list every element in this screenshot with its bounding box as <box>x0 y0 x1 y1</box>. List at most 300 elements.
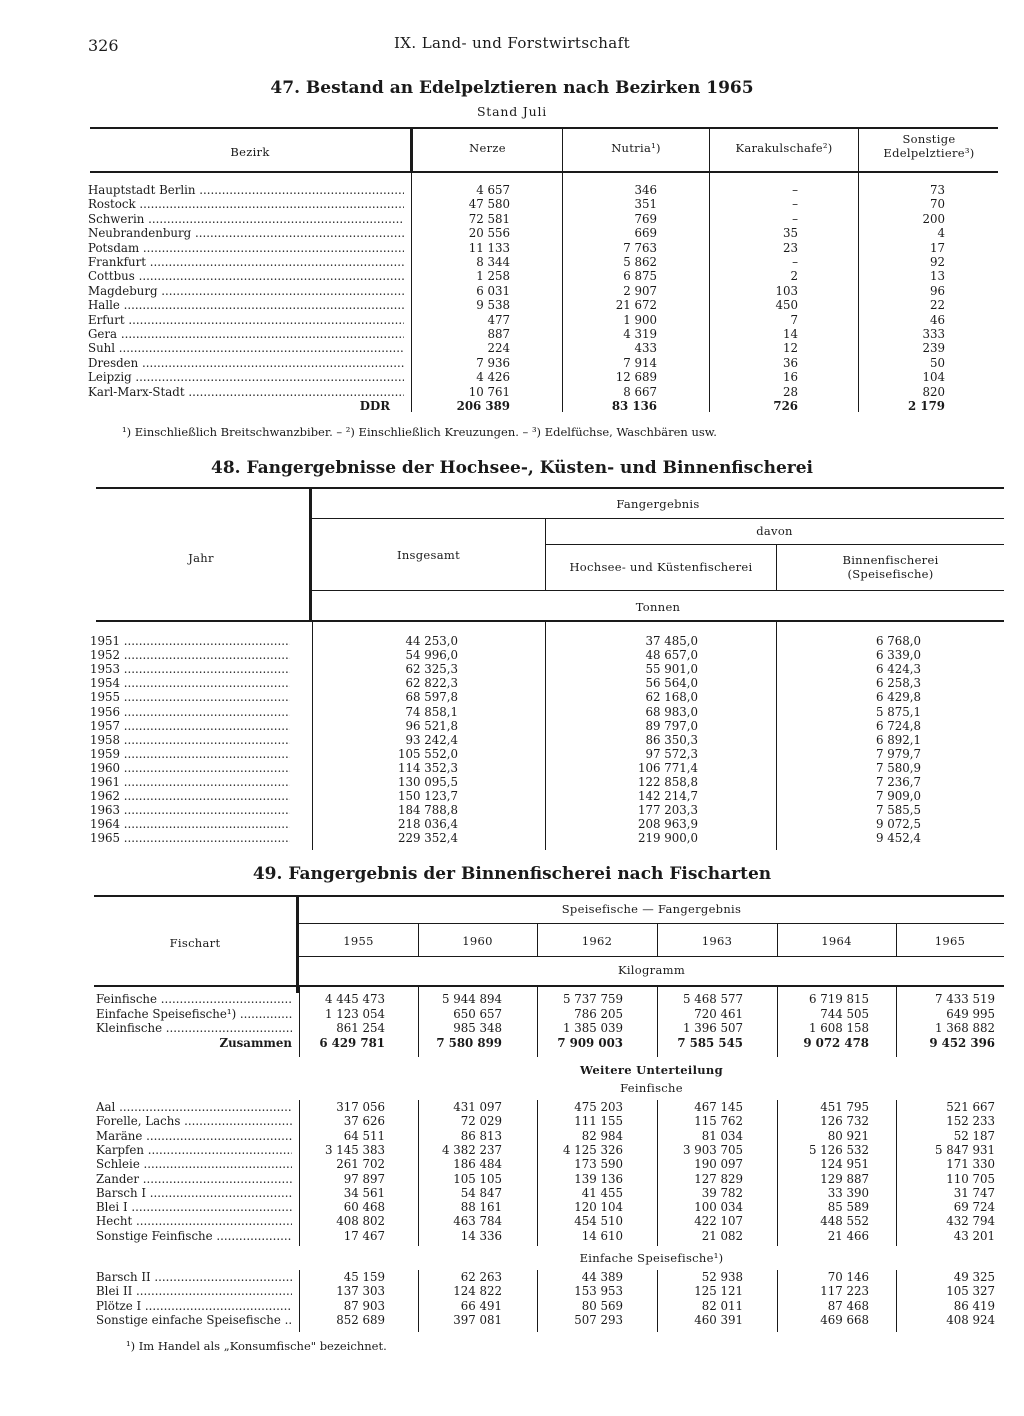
value-karakul: 23 <box>782 240 798 255</box>
value-1955: 45 159 <box>343 1270 385 1284</box>
value-nerze: 7 936 <box>476 355 510 370</box>
year-label: 1961 ..... <box>90 775 290 789</box>
value-hochsee: 97 572,3 <box>645 746 698 761</box>
fischart-name: Kleinfische ..... <box>96 1021 292 1035</box>
year-label: 1957 ..... <box>90 719 290 733</box>
bezirk-name: Hauptstadt Berlin ..... <box>88 183 404 197</box>
value-hochsee: 86 350,3 <box>645 732 698 747</box>
year-label: 1956 ..... <box>90 705 290 719</box>
value-karakul: – <box>792 211 798 226</box>
year-label: 1952 ..... <box>90 648 290 662</box>
value-1965: 1 368 882 <box>934 1021 995 1036</box>
value-1963: 1 396 507 <box>682 1021 743 1036</box>
col-header-year-1963: 1963 <box>701 934 733 948</box>
table-49-title: 49. Fangergebnis der Binnenfischerei nach Fischarten <box>252 864 772 884</box>
value-nerze: 4 657 <box>476 183 510 197</box>
value-1960: 62 263 <box>460 1270 502 1284</box>
value-nerze: 477 <box>487 312 510 327</box>
value-1963: 190 097 <box>694 1157 743 1172</box>
value-1960: 650 657 <box>453 1006 502 1021</box>
total-1962: 7 909 003 <box>557 1035 623 1050</box>
unit-kilogramm: Kilogramm <box>617 963 686 977</box>
value-1963: 5 468 577 <box>682 992 743 1006</box>
value-karakul: 35 <box>782 226 798 241</box>
value-nerze: 8 344 <box>476 255 510 269</box>
fischart-name: Barsch II ..... <box>96 1270 292 1284</box>
bezirk-name: Neubrandenburg ..... <box>88 226 404 240</box>
value-1963: 3 903 705 <box>682 1142 743 1157</box>
value-hochsee: 208 963,9 <box>637 817 698 832</box>
value-nutria: 8 667 <box>623 384 657 399</box>
value-insgesamt: 150 123,7 <box>397 789 458 804</box>
total-label: Zusammen <box>219 1035 292 1050</box>
value-1965: 649 995 <box>946 1006 995 1021</box>
year-label: 1959 ..... <box>90 747 290 761</box>
value-1955: 3 145 383 <box>324 1142 385 1157</box>
value-1964: 469 668 <box>820 1313 869 1328</box>
value-1962: 82 984 <box>581 1128 623 1143</box>
value-1964: 129 887 <box>820 1171 869 1186</box>
year-label: 1953 ..... <box>90 662 290 676</box>
total-1965: 9 452 396 <box>929 1035 995 1050</box>
fischart-name: Maräne ..... <box>96 1129 292 1143</box>
value-1955: 1 123 054 <box>324 1006 385 1021</box>
value-1963: 52 938 <box>701 1270 743 1284</box>
value-sonstige: 73 <box>929 183 945 197</box>
value-1964: 21 466 <box>827 1228 869 1243</box>
sub-heading-feinfische: Feinfische <box>620 1081 683 1095</box>
value-nerze: 1 258 <box>476 269 510 284</box>
value-1962: 5 737 759 <box>562 992 623 1006</box>
value-karakul: 7 <box>790 312 798 327</box>
value-sonstige: 46 <box>929 312 945 327</box>
value-1963: 100 034 <box>694 1200 743 1215</box>
value-nutria: 669 <box>634 226 657 241</box>
value-1962: 786 205 <box>574 1006 623 1021</box>
value-sonstige: 50 <box>929 355 945 370</box>
value-1962: 4 125 326 <box>562 1142 623 1157</box>
value-hochsee: 56 564,0 <box>645 676 698 691</box>
year-label: 1962 ..... <box>90 789 290 803</box>
value-1963: 720 461 <box>694 1006 743 1021</box>
fischart-name: Schleie ..... <box>96 1157 292 1171</box>
value-1964: 70 146 <box>827 1270 869 1284</box>
value-1960: 397 081 <box>453 1313 502 1328</box>
table-row <box>0 1036 1024 1050</box>
col-header-year-1964: 1964 <box>821 934 852 948</box>
value-1960: 72 029 <box>460 1114 502 1129</box>
value-insgesamt: 218 036,4 <box>397 817 458 832</box>
value-1962: 139 136 <box>574 1171 623 1186</box>
value-nutria: 4 319 <box>623 327 657 341</box>
value-sonstige: 96 <box>929 283 945 298</box>
value-nutria: 1 900 <box>623 312 657 327</box>
value-1955: 261 702 <box>336 1157 385 1172</box>
table-row <box>0 1299 1024 1313</box>
value-1955: 64 511 <box>343 1128 385 1143</box>
value-hochsee: 37 485,0 <box>645 634 698 648</box>
value-1960: 5 944 894 <box>441 992 502 1006</box>
col-header-year-1955: 1955 <box>343 934 374 948</box>
value-1965: 171 330 <box>946 1157 995 1172</box>
value-1964: 6 719 815 <box>808 992 869 1006</box>
year-label: 1963 ..... <box>90 803 290 817</box>
value-1962: 44 389 <box>581 1270 623 1284</box>
bezirk-name: Cottbus ..... <box>88 269 404 283</box>
value-1962: 173 590 <box>574 1157 623 1172</box>
value-nutria: 769 <box>634 211 657 226</box>
bezirk-name: Potsdam ..... <box>88 241 404 255</box>
value-nerze: 224 <box>487 341 510 356</box>
value-insgesamt: 74 858,1 <box>405 704 458 719</box>
value-1962: 1 385 039 <box>562 1021 623 1036</box>
fischart-name: Hecht ..... <box>96 1214 292 1228</box>
table-row <box>0 1021 1024 1035</box>
fischart-name: Zander ..... <box>96 1172 292 1186</box>
value-binnen: 6 424,3 <box>875 662 921 677</box>
bezirk-name: Rostock ..... <box>88 197 404 211</box>
year-label: 1951 ..... <box>90 634 290 648</box>
value-hochsee: 89 797,0 <box>645 718 698 733</box>
value-nerze: 4 426 <box>476 370 510 385</box>
bezirk-name: Gera ..... <box>88 327 404 341</box>
value-1955: 4 445 473 <box>324 992 385 1006</box>
value-1965: 110 705 <box>946 1171 995 1186</box>
value-binnen: 6 892,1 <box>875 732 921 747</box>
col-header-karakul: Karakulschafe²) <box>735 141 833 155</box>
value-karakul: – <box>792 197 798 212</box>
value-binnen: 9 072,5 <box>875 817 921 832</box>
col-header-jahr: Jahr <box>188 551 214 565</box>
value-insgesamt: 62 822,3 <box>405 676 458 691</box>
table-row <box>0 1114 1024 1128</box>
value-nutria: 7 914 <box>623 355 657 370</box>
value-1963: 127 829 <box>694 1171 743 1186</box>
fischart-name: Einfache Speisefische¹) ..... <box>96 1007 292 1021</box>
table-row <box>0 1143 1024 1157</box>
table-47-subtitle: Stand Juli <box>476 104 548 119</box>
value-insgesamt: 44 253,0 <box>405 634 458 648</box>
value-nerze: 20 556 <box>468 226 510 241</box>
total-label: DDR <box>359 399 390 413</box>
value-1962: 120 104 <box>574 1200 623 1215</box>
value-1965: 105 327 <box>946 1284 995 1299</box>
value-binnen: 7 979,7 <box>875 746 921 761</box>
page-number: 326 <box>88 36 119 55</box>
sub-heading-einfache: Einfache Speisefische¹) <box>579 1251 724 1265</box>
value-1964: 80 921 <box>827 1128 869 1143</box>
value-1965: 408 924 <box>946 1313 995 1328</box>
value-sonstige: 820 <box>922 384 945 399</box>
table-row <box>0 1229 1024 1243</box>
value-karakul: 28 <box>782 384 798 399</box>
value-karakul: 36 <box>782 355 798 370</box>
value-1960: 88 161 <box>460 1200 502 1215</box>
total-karakul: 726 <box>773 399 798 413</box>
value-insgesamt: 130 095,5 <box>397 775 458 789</box>
value-1964: 451 795 <box>820 1100 869 1114</box>
running-head: IX. Land- und Forstwirtschaft <box>393 34 631 52</box>
value-insgesamt: 229 352,4 <box>397 831 458 846</box>
table-47-footnote: ¹) Einschließlich Breitschwanzbiber. – ²) Einschließlich Kreuzungen. – ³) Edelfüchse, Waschbären usw. <box>122 425 717 439</box>
value-binnen: 6 768,0 <box>875 634 921 648</box>
value-1955: 861 254 <box>336 1021 385 1036</box>
value-1964: 87 468 <box>827 1298 869 1313</box>
value-nutria: 5 862 <box>623 255 657 269</box>
value-nutria: 2 907 <box>623 283 657 298</box>
value-hochsee: 142 214,7 <box>637 789 698 804</box>
value-1955: 317 056 <box>336 1100 385 1114</box>
value-binnen: 5 875,1 <box>875 704 921 719</box>
value-karakul: 2 <box>790 269 798 284</box>
value-nutria: 6 875 <box>623 269 657 284</box>
col-header-fangergebnis: Fangergebnis <box>616 497 700 511</box>
bezirk-name: Suhl ..... <box>88 341 404 355</box>
table-49-footnote: ¹) Im Handel als „Konsumfische" bezeichnet. <box>126 1339 387 1353</box>
table-row <box>0 1172 1024 1186</box>
total-1963: 7 585 545 <box>677 1035 743 1050</box>
value-binnen: 7 585,5 <box>875 803 921 818</box>
table-row <box>0 1200 1024 1214</box>
value-nerze: 72 581 <box>468 211 510 226</box>
fischart-name: Forelle, Lachs ..... <box>96 1114 292 1128</box>
value-hochsee: 62 168,0 <box>645 690 698 705</box>
value-1962: 80 569 <box>581 1298 623 1313</box>
value-1962: 475 203 <box>574 1100 623 1114</box>
value-1955: 17 467 <box>343 1228 385 1243</box>
value-1963: 82 011 <box>701 1298 743 1313</box>
fischart-name: Aal ..... <box>96 1100 292 1114</box>
value-hochsee: 48 657,0 <box>645 648 698 663</box>
value-1963: 422 107 <box>694 1214 743 1229</box>
value-nutria: 346 <box>634 183 657 197</box>
value-hochsee: 177 203,3 <box>637 803 698 818</box>
col-header-binnen: Binnenfischerei (Speisefische) <box>842 553 939 581</box>
value-karakul: 16 <box>782 370 798 385</box>
value-binnen: 9 452,4 <box>875 831 921 846</box>
value-karakul: 12 <box>782 341 798 356</box>
table-47-title: 47. Bestand an Edelpelztieren nach Bezirken 1965 <box>270 78 754 98</box>
sub-heading-weitere: Weitere Unterteilung <box>580 1063 723 1077</box>
value-1962: 507 293 <box>574 1313 623 1328</box>
value-sonstige: 200 <box>922 211 945 226</box>
value-1964: 744 505 <box>820 1006 869 1021</box>
value-1963: 467 145 <box>694 1100 743 1114</box>
value-1960: 4 382 237 <box>441 1142 502 1157</box>
value-1960: 14 336 <box>460 1228 502 1243</box>
value-nutria: 21 672 <box>615 298 657 313</box>
value-1965: 5 847 931 <box>934 1142 995 1157</box>
value-1963: 125 121 <box>694 1284 743 1299</box>
value-1960: 186 484 <box>453 1157 502 1172</box>
value-nutria: 12 689 <box>615 370 657 385</box>
value-1960: 431 097 <box>453 1100 502 1114</box>
value-1962: 153 953 <box>574 1284 623 1299</box>
value-1964: 124 951 <box>820 1157 869 1172</box>
value-1955: 34 561 <box>343 1185 385 1200</box>
value-binnen: 6 258,3 <box>875 676 921 691</box>
fischart-name: Feinfische ..... <box>96 992 292 1006</box>
value-hochsee: 68 983,0 <box>645 704 698 719</box>
table-row <box>0 1129 1024 1143</box>
value-1960: 86 813 <box>460 1128 502 1143</box>
total-1955: 6 429 781 <box>319 1035 385 1050</box>
col-header-nerze: Nerze <box>469 141 506 155</box>
col-header-hochsee: Hochsee- und Küstenfischerei <box>569 560 753 574</box>
value-nutria: 7 763 <box>623 240 657 255</box>
year-label: 1964 ..... <box>90 817 290 831</box>
year-label: 1955 ..... <box>90 690 290 704</box>
value-hochsee: 106 771,4 <box>637 760 698 775</box>
year-label: 1954 ..... <box>90 676 290 690</box>
value-binnen: 7 236,7 <box>875 775 921 789</box>
col-header-davon: davon <box>756 524 793 538</box>
fischart-name: Blei II ..... <box>96 1284 292 1298</box>
value-nerze: 6 031 <box>476 283 510 298</box>
value-1965: 43 201 <box>953 1228 995 1243</box>
value-1955: 97 897 <box>343 1171 385 1186</box>
value-insgesamt: 105 552,0 <box>397 746 458 761</box>
value-binnen: 7 580,9 <box>875 760 921 775</box>
value-sonstige: 22 <box>929 298 945 313</box>
value-1955: 60 468 <box>343 1200 385 1215</box>
total-sonstige: 2 179 <box>908 399 945 413</box>
value-1960: 463 784 <box>453 1214 502 1229</box>
col-header-year-1962: 1962 <box>581 934 613 948</box>
value-sonstige: 13 <box>929 269 945 284</box>
year-label: 1958 ..... <box>90 733 290 747</box>
bezirk-name: Frankfurt ..... <box>88 255 404 269</box>
value-1960: 54 847 <box>460 1185 502 1200</box>
col-header-sonstige: Sonstige Edelpelztiere³) <box>883 132 975 160</box>
value-binnen: 6 339,0 <box>875 648 921 663</box>
table-row <box>0 1100 1024 1114</box>
col-header-year-1965: 1965 <box>934 934 966 948</box>
total-1960: 7 580 899 <box>436 1035 502 1050</box>
value-1960: 105 105 <box>453 1171 502 1186</box>
table-row <box>0 1313 1024 1327</box>
value-1965: 49 325 <box>953 1270 995 1284</box>
col-header-nutria: Nutria¹) <box>611 141 661 155</box>
fischart-name: Plötze I ..... <box>96 1299 292 1313</box>
value-1955: 137 303 <box>336 1284 385 1299</box>
value-sonstige: 104 <box>922 370 945 385</box>
value-1964: 126 732 <box>820 1114 869 1129</box>
unit-tonnen: Tonnen <box>635 600 681 614</box>
bezirk-name: Karl-Marx-Stadt ..... <box>88 385 404 399</box>
value-1963: 21 082 <box>701 1228 743 1243</box>
value-1955: 408 802 <box>336 1214 385 1229</box>
fischart-name: Karpfen ..... <box>96 1143 292 1157</box>
total-nutria: 83 136 <box>611 399 657 413</box>
bezirk-name: Dresden ..... <box>88 356 404 370</box>
table-row <box>0 992 1024 1006</box>
value-1963: 115 762 <box>694 1114 743 1129</box>
value-hochsee: 55 901,0 <box>645 662 698 677</box>
value-nerze: 47 580 <box>468 197 510 212</box>
value-1964: 117 223 <box>820 1284 869 1299</box>
table-row <box>0 1270 1024 1284</box>
value-1964: 1 608 158 <box>808 1021 869 1036</box>
value-sonstige: 17 <box>929 240 945 255</box>
table-row <box>0 1284 1024 1298</box>
col-header-insgesamt: Insgesamt <box>396 548 460 562</box>
total-nerze: 206 389 <box>456 399 510 413</box>
value-binnen: 6 724,8 <box>875 718 921 733</box>
value-sonstige: 92 <box>929 255 945 269</box>
fischart-name: Sonstige Feinfische ..... <box>96 1229 292 1243</box>
value-hochsee: 122 858,8 <box>637 775 698 789</box>
col-header-fischart: Fischart <box>169 936 221 950</box>
value-1964: 5 126 532 <box>808 1142 869 1157</box>
bezirk-name: Leipzig ..... <box>88 370 404 384</box>
value-1955: 852 689 <box>336 1313 385 1328</box>
value-1965: 31 747 <box>953 1185 995 1200</box>
value-karakul: 103 <box>775 283 798 298</box>
value-1965: 521 667 <box>946 1100 995 1114</box>
table-row <box>0 1214 1024 1228</box>
value-binnen: 7 909,0 <box>875 789 921 804</box>
value-1964: 85 589 <box>827 1200 869 1215</box>
value-1960: 124 822 <box>453 1284 502 1299</box>
year-label: 1965 ..... <box>90 831 290 845</box>
value-sonstige: 70 <box>929 197 945 212</box>
value-1963: 81 034 <box>701 1128 743 1143</box>
value-sonstige: 239 <box>922 341 945 356</box>
value-karakul: – <box>792 183 798 197</box>
year-label: 1960 ..... <box>90 761 290 775</box>
value-1965: 86 419 <box>953 1298 995 1313</box>
value-1960: 66 491 <box>460 1298 502 1313</box>
value-1960: 985 348 <box>453 1021 502 1036</box>
col-header-bezirk: Bezirk <box>230 145 270 159</box>
value-insgesamt: 93 242,4 <box>405 732 458 747</box>
value-nerze: 11 133 <box>468 240 510 255</box>
value-1965: 152 233 <box>946 1114 995 1129</box>
value-karakul: – <box>792 255 798 269</box>
value-1964: 448 552 <box>820 1214 869 1229</box>
table-row <box>0 1007 1024 1021</box>
value-binnen: 6 429,8 <box>875 690 921 705</box>
value-1963: 460 391 <box>694 1313 743 1328</box>
table-row <box>0 1157 1024 1171</box>
value-1955: 87 903 <box>343 1298 385 1313</box>
bezirk-name: Schwerin ..... <box>88 212 404 226</box>
col-header-speisefische: Speisefische — Fangergebnis <box>561 902 742 916</box>
value-1965: 432 794 <box>946 1214 995 1229</box>
total-1964: 9 072 478 <box>803 1035 869 1050</box>
value-nerze: 887 <box>487 327 510 341</box>
col-header-year-1960: 1960 <box>462 934 493 948</box>
value-insgesamt: 54 996,0 <box>405 648 458 663</box>
value-nerze: 9 538 <box>476 298 510 313</box>
bezirk-name: Erfurt ..... <box>88 313 404 327</box>
bezirk-name: Magdeburg ..... <box>88 284 404 298</box>
value-sonstige: 333 <box>922 327 945 341</box>
value-1955: 37 626 <box>343 1114 385 1129</box>
fischart-name: Barsch I ..... <box>96 1186 292 1200</box>
value-1965: 52 187 <box>953 1128 995 1143</box>
value-1962: 454 510 <box>574 1214 623 1229</box>
value-karakul: 14 <box>782 327 798 341</box>
value-insgesamt: 68 597,8 <box>405 690 458 705</box>
value-1962: 111 155 <box>574 1114 623 1129</box>
value-insgesamt: 184 788,8 <box>397 803 458 818</box>
value-insgesamt: 62 325,3 <box>405 662 458 677</box>
value-1963: 39 782 <box>701 1185 743 1200</box>
bezirk-name: Halle ..... <box>88 298 404 312</box>
value-karakul: 450 <box>775 298 798 313</box>
